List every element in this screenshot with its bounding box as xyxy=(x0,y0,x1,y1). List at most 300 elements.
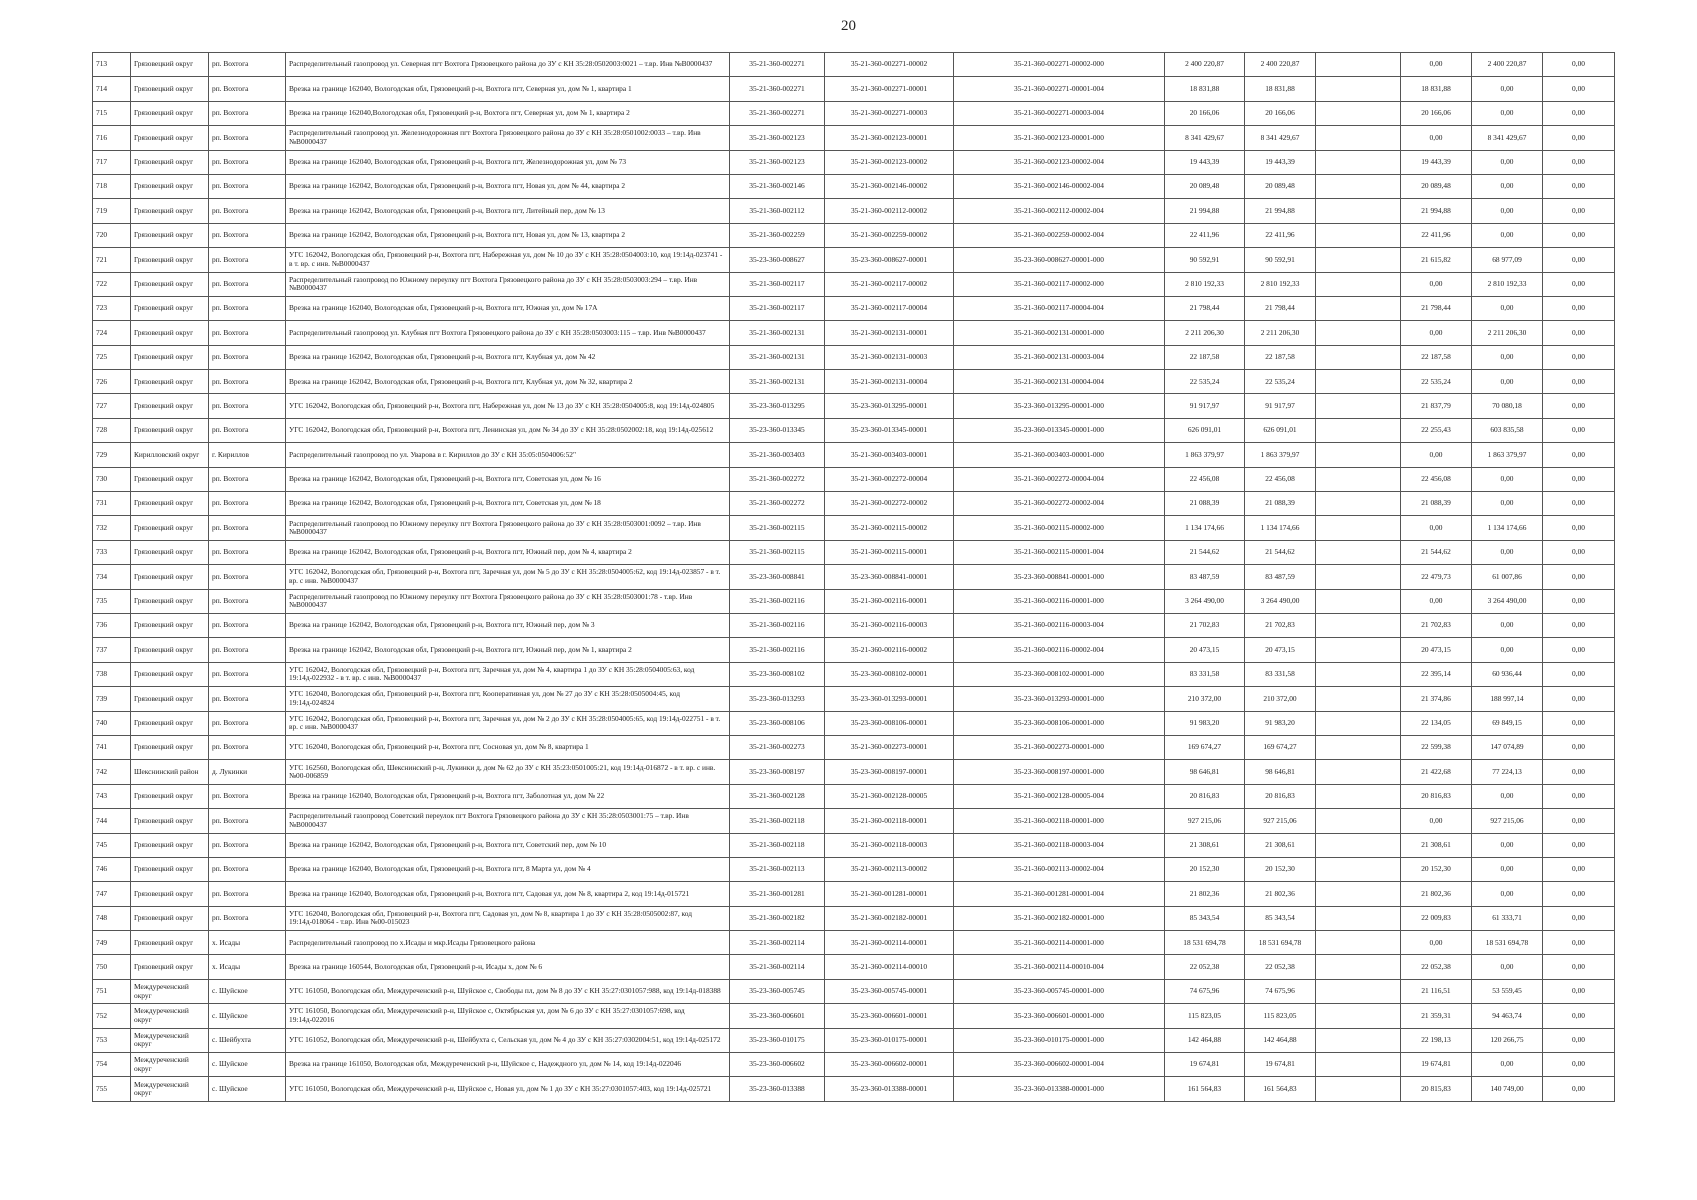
cell-object-description: Врезка на границе 162040, Вологодская обл, Грязовецкий р-н, Вохтога пгт, Южная ул, дом № 17А xyxy=(286,296,730,320)
cell-element-code: 35-21-360-003403-00001-000 xyxy=(954,443,1165,467)
cell-settlement: с. Шуйское xyxy=(209,1053,286,1077)
cell-blank-cell xyxy=(1316,199,1401,223)
cell-element-code: 35-21-360-002259-00002-004 xyxy=(954,223,1165,247)
cell-other-cost: 0,00 xyxy=(1543,126,1615,150)
cell-inventory-code: 35-21-360-002271 xyxy=(730,77,825,101)
cell-connection-cost: 22 198,13 xyxy=(1401,1028,1472,1052)
cell-inventory-code: 35-23-360-013295 xyxy=(730,394,825,418)
cell-district: Грязовецкий округ xyxy=(131,638,209,662)
cell-row-number: 741 xyxy=(93,735,131,759)
cell-other-cost: 0,00 xyxy=(1543,857,1615,881)
cell-total-cost: 626 091,01 xyxy=(1245,418,1316,442)
cell-connection-cost: 21 116,51 xyxy=(1401,979,1472,1003)
cell-settlement: рп. Вохтога xyxy=(209,784,286,808)
cell-object-description: УГС 162042, Вологодская обл, Грязовецкий р-н, Вохтога пгт, Набережная ул, дом № 13 до ЗУ с КН 35:28:0504005:8, код 19:14д-024805 xyxy=(286,394,730,418)
cell-element-code: 35-21-360-002272-00004-004 xyxy=(954,467,1165,491)
cell-total-cost: 20 089,48 xyxy=(1245,174,1316,198)
cell-connection-cost: 0,00 xyxy=(1401,53,1472,77)
cell-element-code: 35-23-360-008102-00001-000 xyxy=(954,662,1165,686)
cell-settlement: х. Исады xyxy=(209,955,286,979)
cell-object-description: Врезка на границе 162042, Вологодская обл, Грязовецкий р-н, Вохтога пгт, Советская ул, дом № 18 xyxy=(286,492,730,516)
cell-connection-cost: 0,00 xyxy=(1401,516,1472,540)
cell-settlement: рп. Вохтога xyxy=(209,809,286,833)
cell-initial-cost: 21 544,62 xyxy=(1165,540,1245,564)
cell-total-cost: 22 187,58 xyxy=(1245,345,1316,369)
cell-object-description: Врезка на границе 162042, Вологодская обл, Грязовецкий р-н, Вохтога пгт, Южный пер, дом № 4, квартира 2 xyxy=(286,540,730,564)
cell-blank-cell xyxy=(1316,150,1401,174)
table-row xyxy=(93,613,1615,637)
cell-element-code: 35-23-360-008841-00001-000 xyxy=(954,565,1165,589)
cell-district: Грязовецкий округ xyxy=(131,370,209,394)
cell-inventory-code: 35-21-360-002117 xyxy=(730,272,825,296)
cell-settlement: г. Кириллов xyxy=(209,443,286,467)
cell-inventory-code: 35-21-360-003403 xyxy=(730,443,825,467)
cell-other-cost: 0,00 xyxy=(1543,77,1615,101)
cell-district: Грязовецкий округ xyxy=(131,931,209,955)
cell-object-description: Врезка на границе 161050, Вологодская обл, Междуреченский р-н, Шуйское с, Надеждного ул, дом № 14, код 19:14д-022046 xyxy=(286,1053,730,1077)
cell-row-number: 728 xyxy=(93,418,131,442)
cell-network-cost: 0,00 xyxy=(1472,101,1543,125)
cell-element-code: 35-21-360-002131-00003-004 xyxy=(954,345,1165,369)
cell-row-number: 738 xyxy=(93,662,131,686)
cell-connection-cost: 22 456,08 xyxy=(1401,467,1472,491)
cell-element-code: 35-21-360-002114-00001-000 xyxy=(954,931,1165,955)
table-row xyxy=(93,248,1615,272)
cell-object-description: УГС 162560, Вологодская обл, Шекснинский р-н, Лукинки д, дом № 62 до ЗУ с КН 35:23:0501005:21, код 19:14д-016872 - в т. вр. с инв. №00-006859 xyxy=(286,760,730,784)
cell-network-cost: 69 849,15 xyxy=(1472,711,1543,735)
cell-connection-cost: 18 831,88 xyxy=(1401,77,1472,101)
cell-network-cost: 2 400 220,87 xyxy=(1472,53,1543,77)
cell-row-number: 754 xyxy=(93,1053,131,1077)
cell-settlement: рп. Вохтога xyxy=(209,833,286,857)
cell-settlement: рп. Вохтога xyxy=(209,272,286,296)
cell-connection-cost: 21 837,79 xyxy=(1401,394,1472,418)
cell-settlement: х. Исады xyxy=(209,931,286,955)
cell-district: Грязовецкий округ xyxy=(131,687,209,711)
cell-initial-cost: 626 091,01 xyxy=(1165,418,1245,442)
cell-connection-cost: 22 009,83 xyxy=(1401,906,1472,930)
cell-element-code: 35-21-360-002271-00003-004 xyxy=(954,101,1165,125)
cell-blank-cell xyxy=(1316,882,1401,906)
cell-object-code: 35-21-360-002146-00002 xyxy=(825,174,954,198)
cell-blank-cell xyxy=(1316,418,1401,442)
cell-network-cost: 1 134 174,66 xyxy=(1472,516,1543,540)
table-row xyxy=(93,760,1615,784)
cell-object-description: Распределительный газопровод по х.Исады и мкр.Исады Грязовецкого района xyxy=(286,931,730,955)
cell-blank-cell xyxy=(1316,443,1401,467)
table-row xyxy=(93,1077,1615,1101)
cell-network-cost: 0,00 xyxy=(1472,955,1543,979)
cell-district: Грязовецкий округ xyxy=(131,833,209,857)
cell-element-code: 35-21-360-002118-00001-000 xyxy=(954,809,1165,833)
cell-row-number: 737 xyxy=(93,638,131,662)
cell-initial-cost: 21 798,44 xyxy=(1165,296,1245,320)
cell-settlement: рп. Вохтога xyxy=(209,687,286,711)
cell-initial-cost: 20 166,06 xyxy=(1165,101,1245,125)
table-row xyxy=(93,882,1615,906)
cell-row-number: 734 xyxy=(93,565,131,589)
cell-row-number: 751 xyxy=(93,979,131,1003)
table-row xyxy=(93,857,1615,881)
cell-district: Грязовецкий округ xyxy=(131,882,209,906)
cell-total-cost: 3 264 490,00 xyxy=(1245,589,1316,613)
cell-element-code: 35-21-360-002273-00001-000 xyxy=(954,735,1165,759)
cell-element-code: 35-21-360-002113-00002-004 xyxy=(954,857,1165,881)
table-row xyxy=(93,662,1615,686)
table-row xyxy=(93,394,1615,418)
cell-object-description: Врезка на границе 162042, Вологодская обл, Грязовецкий р-н, Вохтога пгт, Южный пер, дом № 3 xyxy=(286,613,730,637)
cell-object-description: УГС 162042, Вологодская обл, Грязовецкий р-н, Вохтога пгт, Заречная ул, дом № 4, квартира 1 до ЗУ с КН 35:28:0504005:63, код 19:14д-022932 - в т. вр. с инв. №В0000437 xyxy=(286,662,730,686)
cell-settlement: рп. Вохтога xyxy=(209,248,286,272)
cell-row-number: 713 xyxy=(93,53,131,77)
cell-other-cost: 0,00 xyxy=(1543,174,1615,198)
cell-total-cost: 21 702,83 xyxy=(1245,613,1316,637)
cell-connection-cost: 0,00 xyxy=(1401,321,1472,345)
table-row xyxy=(93,711,1615,735)
cell-settlement: рп. Вохтога xyxy=(209,345,286,369)
cell-initial-cost: 2 810 192,33 xyxy=(1165,272,1245,296)
cell-blank-cell xyxy=(1316,784,1401,808)
cell-object-code: 35-21-360-002128-00005 xyxy=(825,784,954,808)
cell-total-cost: 20 152,30 xyxy=(1245,857,1316,881)
cell-network-cost: 147 074,89 xyxy=(1472,735,1543,759)
cell-object-code: 35-23-360-008627-00001 xyxy=(825,248,954,272)
cell-total-cost: 18 531 694,78 xyxy=(1245,931,1316,955)
cell-total-cost: 83 487,59 xyxy=(1245,565,1316,589)
cell-network-cost: 77 224,13 xyxy=(1472,760,1543,784)
cell-network-cost: 68 977,09 xyxy=(1472,248,1543,272)
cell-connection-cost: 19 674,81 xyxy=(1401,1053,1472,1077)
cell-initial-cost: 20 152,30 xyxy=(1165,857,1245,881)
cell-element-code: 35-21-360-002118-00003-004 xyxy=(954,833,1165,857)
cell-object-code: 35-23-360-013345-00001 xyxy=(825,418,954,442)
table-row xyxy=(93,101,1615,125)
cell-object-code: 35-21-360-002113-00002 xyxy=(825,857,954,881)
cell-blank-cell xyxy=(1316,345,1401,369)
cell-object-description: Врезка на границе 162042, Вологодская обл, Грязовецкий р-н, Вохтога пгт, Литейный пер, дом № 13 xyxy=(286,199,730,223)
cell-initial-cost: 22 187,58 xyxy=(1165,345,1245,369)
cell-object-description: УГС 161050, Вологодская обл, Междуреченский р-н, Шуйское с, Новая ул, дом № 1 до ЗУ с КН 35:27:0301057:403, код 19:14д-025721 xyxy=(286,1077,730,1101)
table-row xyxy=(93,53,1615,77)
cell-district: Грязовецкий округ xyxy=(131,540,209,564)
cell-object-code: 35-21-360-002273-00001 xyxy=(825,735,954,759)
cell-initial-cost: 20 473,15 xyxy=(1165,638,1245,662)
cell-element-code: 35-23-360-013293-00001-000 xyxy=(954,687,1165,711)
cell-network-cost: 1 863 379,97 xyxy=(1472,443,1543,467)
cell-initial-cost: 98 646,81 xyxy=(1165,760,1245,784)
cell-total-cost: 21 088,39 xyxy=(1245,492,1316,516)
cell-settlement: с. Шуйское xyxy=(209,1077,286,1101)
cell-blank-cell xyxy=(1316,955,1401,979)
cell-connection-cost: 21 422,68 xyxy=(1401,760,1472,784)
cell-inventory-code: 35-21-360-002272 xyxy=(730,492,825,516)
cell-element-code: 35-21-360-002182-00001-000 xyxy=(954,906,1165,930)
cell-inventory-code: 35-21-360-002271 xyxy=(730,101,825,125)
cell-connection-cost: 21 802,36 xyxy=(1401,882,1472,906)
cell-inventory-code: 35-21-360-002117 xyxy=(730,296,825,320)
cell-object-description: Врезка на границе 162042, Вологодская обл, Грязовецкий р-н, Вохтога пгт, Южный пер, дом № 1, квартира 2 xyxy=(286,638,730,662)
cell-settlement: рп. Вохтога xyxy=(209,418,286,442)
cell-blank-cell xyxy=(1316,613,1401,637)
cell-object-description: Врезка на границе 162040, Вологодская обл, Грязовецкий р-н, Вохтога пгт, 8 Марта ул, дом № 4 xyxy=(286,857,730,881)
cell-network-cost: 0,00 xyxy=(1472,296,1543,320)
cell-other-cost: 0,00 xyxy=(1543,882,1615,906)
cell-district: Грязовецкий округ xyxy=(131,345,209,369)
cell-initial-cost: 22 411,96 xyxy=(1165,223,1245,247)
cell-settlement: рп. Вохтога xyxy=(209,126,286,150)
cell-object-description: Врезка на границе 162040, Вологодская обл, Грязовецкий р-н, Вохтога пгт, Заболотная ул, дом № 22 xyxy=(286,784,730,808)
cell-district: Грязовецкий округ xyxy=(131,101,209,125)
cell-total-cost: 19 443,39 xyxy=(1245,150,1316,174)
cell-blank-cell xyxy=(1316,760,1401,784)
cell-total-cost: 161 564,83 xyxy=(1245,1077,1316,1101)
cell-other-cost: 0,00 xyxy=(1543,613,1615,637)
table-row xyxy=(93,492,1615,516)
cell-blank-cell xyxy=(1316,370,1401,394)
cell-settlement: с. Шуйское xyxy=(209,979,286,1003)
cell-object-description: Врезка на границе 162042, Вологодская обл, Грязовецкий р-н, Вохтога пгт, Клубная ул, дом № 32, квартира 2 xyxy=(286,370,730,394)
cell-network-cost: 94 463,74 xyxy=(1472,1004,1543,1028)
cell-inventory-code: 35-23-360-013388 xyxy=(730,1077,825,1101)
cell-district: Грязовецкий округ xyxy=(131,857,209,881)
cell-network-cost: 0,00 xyxy=(1472,345,1543,369)
cell-object-code: 35-23-360-008197-00001 xyxy=(825,760,954,784)
cell-element-code: 35-21-360-002131-00001-000 xyxy=(954,321,1165,345)
cell-total-cost: 20 166,06 xyxy=(1245,101,1316,125)
cell-total-cost: 2 400 220,87 xyxy=(1245,53,1316,77)
cell-connection-cost: 20 166,06 xyxy=(1401,101,1472,125)
cell-total-cost: 210 372,00 xyxy=(1245,687,1316,711)
cell-object-description: Распределительный газопровод Советский переулок пгт Вохтога Грязовецкого района до ЗУ с КН 35:28:0503001:75 – т.вр. Инв №В0000437 xyxy=(286,809,730,833)
table-row xyxy=(93,589,1615,613)
cell-object-code: 35-23-360-005745-00001 xyxy=(825,979,954,1003)
cell-blank-cell xyxy=(1316,735,1401,759)
cell-other-cost: 0,00 xyxy=(1543,516,1615,540)
cell-settlement: рп. Вохтога xyxy=(209,77,286,101)
cell-other-cost: 0,00 xyxy=(1543,540,1615,564)
cell-settlement: рп. Вохтога xyxy=(209,906,286,930)
table-row xyxy=(93,516,1615,540)
cell-settlement: рп. Вохтога xyxy=(209,735,286,759)
cell-blank-cell xyxy=(1316,492,1401,516)
cell-total-cost: 21 798,44 xyxy=(1245,296,1316,320)
cell-object-description: Распределительный газопровод по Южному переулку пгт Вохтога Грязовецкого района до ЗУ с КН 35:28:0503003:294 – т.вр. Инв №В0000437 xyxy=(286,272,730,296)
cell-connection-cost: 22 535,24 xyxy=(1401,370,1472,394)
cell-total-cost: 22 052,38 xyxy=(1245,955,1316,979)
cell-total-cost: 18 831,88 xyxy=(1245,77,1316,101)
cell-settlement: рп. Вохтога xyxy=(209,711,286,735)
cell-object-description: Врезка на границе 162040, Вологодская обл, Грязовецкий р-н, Вохтога пгт, Северная ул, дом № 1, квартира 1 xyxy=(286,77,730,101)
cell-object-code: 35-21-360-002114-00010 xyxy=(825,955,954,979)
cell-connection-cost: 0,00 xyxy=(1401,589,1472,613)
cell-row-number: 746 xyxy=(93,857,131,881)
cell-initial-cost: 3 264 490,00 xyxy=(1165,589,1245,613)
cell-total-cost: 22 535,24 xyxy=(1245,370,1316,394)
cell-object-code: 35-21-360-002131-00003 xyxy=(825,345,954,369)
cell-other-cost: 0,00 xyxy=(1543,443,1615,467)
cell-district: Грязовецкий округ xyxy=(131,394,209,418)
cell-network-cost: 3 264 490,00 xyxy=(1472,589,1543,613)
cell-element-code: 35-21-360-002114-00010-004 xyxy=(954,955,1165,979)
cell-settlement: рп. Вохтога xyxy=(209,53,286,77)
cell-network-cost: 61 007,86 xyxy=(1472,565,1543,589)
cell-network-cost: 0,00 xyxy=(1472,370,1543,394)
cell-network-cost: 140 749,00 xyxy=(1472,1077,1543,1101)
cell-initial-cost: 1 863 379,97 xyxy=(1165,443,1245,467)
cell-inventory-code: 35-21-360-002131 xyxy=(730,321,825,345)
cell-settlement: рп. Вохтога xyxy=(209,101,286,125)
cell-inventory-code: 35-23-360-006601 xyxy=(730,1004,825,1028)
cell-other-cost: 0,00 xyxy=(1543,492,1615,516)
cell-settlement: рп. Вохтога xyxy=(209,857,286,881)
cell-inventory-code: 35-23-360-008197 xyxy=(730,760,825,784)
cell-inventory-code: 35-21-360-002115 xyxy=(730,540,825,564)
cell-blank-cell xyxy=(1316,565,1401,589)
cell-blank-cell xyxy=(1316,662,1401,686)
cell-connection-cost: 0,00 xyxy=(1401,126,1472,150)
cell-district: Грязовецкий округ xyxy=(131,613,209,637)
cell-other-cost: 0,00 xyxy=(1543,394,1615,418)
cell-initial-cost: 2 211 206,30 xyxy=(1165,321,1245,345)
cell-blank-cell xyxy=(1316,394,1401,418)
table-row xyxy=(93,443,1615,467)
cell-total-cost: 1 134 174,66 xyxy=(1245,516,1316,540)
cell-object-code: 35-21-360-002117-00002 xyxy=(825,272,954,296)
cell-initial-cost: 1 134 174,66 xyxy=(1165,516,1245,540)
cell-other-cost: 0,00 xyxy=(1543,931,1615,955)
cell-inventory-code: 35-21-360-002273 xyxy=(730,735,825,759)
cell-inventory-code: 35-21-360-002146 xyxy=(730,174,825,198)
cell-connection-cost: 0,00 xyxy=(1401,272,1472,296)
cell-inventory-code: 35-21-360-002116 xyxy=(730,638,825,662)
cell-object-code: 35-21-360-002118-00003 xyxy=(825,833,954,857)
cell-district: Грязовецкий округ xyxy=(131,248,209,272)
cell-blank-cell xyxy=(1316,711,1401,735)
cell-district: Грязовецкий округ xyxy=(131,77,209,101)
cell-network-cost: 2 211 206,30 xyxy=(1472,321,1543,345)
cell-blank-cell xyxy=(1316,833,1401,857)
cell-total-cost: 74 675,96 xyxy=(1245,979,1316,1003)
cell-row-number: 719 xyxy=(93,199,131,223)
table-row xyxy=(93,931,1615,955)
cell-district: Грязовецкий округ xyxy=(131,321,209,345)
cell-district: Грязовецкий округ xyxy=(131,784,209,808)
cell-initial-cost: 21 088,39 xyxy=(1165,492,1245,516)
cell-other-cost: 0,00 xyxy=(1543,1004,1615,1028)
cell-object-code: 35-23-360-008841-00001 xyxy=(825,565,954,589)
cell-inventory-code: 35-23-360-008106 xyxy=(730,711,825,735)
cell-total-cost: 21 308,61 xyxy=(1245,833,1316,857)
cell-other-cost: 0,00 xyxy=(1543,248,1615,272)
cell-inventory-code: 35-23-360-008102 xyxy=(730,662,825,686)
cell-network-cost: 70 080,18 xyxy=(1472,394,1543,418)
cell-district: Грязовецкий округ xyxy=(131,150,209,174)
table-row xyxy=(93,418,1615,442)
cell-inventory-code: 35-21-360-002131 xyxy=(730,345,825,369)
cell-other-cost: 0,00 xyxy=(1543,687,1615,711)
cell-connection-cost: 20 152,30 xyxy=(1401,857,1472,881)
cell-object-code: 35-21-360-002115-00001 xyxy=(825,540,954,564)
cell-object-code: 35-21-360-002182-00001 xyxy=(825,906,954,930)
cell-object-code: 35-23-360-006601-00001 xyxy=(825,1004,954,1028)
cell-total-cost: 19 674,81 xyxy=(1245,1053,1316,1077)
cell-row-number: 745 xyxy=(93,833,131,857)
cell-initial-cost: 161 564,83 xyxy=(1165,1077,1245,1101)
table-row xyxy=(93,321,1615,345)
cell-element-code: 35-23-360-008106-00001-000 xyxy=(954,711,1165,735)
cell-row-number: 717 xyxy=(93,150,131,174)
cell-inventory-code: 35-21-360-002123 xyxy=(730,150,825,174)
cell-inventory-code: 35-21-360-002113 xyxy=(730,857,825,881)
cell-settlement: рп. Вохтога xyxy=(209,589,286,613)
cell-initial-cost: 18 531 694,78 xyxy=(1165,931,1245,955)
cell-network-cost: 0,00 xyxy=(1472,174,1543,198)
cell-district: Кирилловский округ xyxy=(131,443,209,467)
cell-network-cost: 188 997,14 xyxy=(1472,687,1543,711)
cell-district: Грязовецкий округ xyxy=(131,53,209,77)
cell-total-cost: 1 863 379,97 xyxy=(1245,443,1316,467)
cell-object-code: 35-23-360-006602-00001 xyxy=(825,1053,954,1077)
cell-total-cost: 927 215,06 xyxy=(1245,809,1316,833)
cell-district: Грязовецкий округ xyxy=(131,126,209,150)
cell-settlement: рп. Вохтога xyxy=(209,223,286,247)
cell-settlement: рп. Вохтога xyxy=(209,150,286,174)
cell-connection-cost: 0,00 xyxy=(1401,809,1472,833)
cell-settlement: д. Лукинки xyxy=(209,760,286,784)
cell-element-code: 35-21-360-002131-00004-004 xyxy=(954,370,1165,394)
cell-network-cost: 0,00 xyxy=(1472,833,1543,857)
cell-settlement: рп. Вохтога xyxy=(209,199,286,223)
cell-other-cost: 0,00 xyxy=(1543,833,1615,857)
cell-network-cost: 0,00 xyxy=(1472,467,1543,491)
cell-district: Грязовецкий округ xyxy=(131,296,209,320)
cell-blank-cell xyxy=(1316,906,1401,930)
cell-row-number: 729 xyxy=(93,443,131,467)
cell-connection-cost: 0,00 xyxy=(1401,443,1472,467)
cell-inventory-code: 35-23-360-010175 xyxy=(730,1028,825,1052)
cell-initial-cost: 85 343,54 xyxy=(1165,906,1245,930)
cell-inventory-code: 35-21-360-002115 xyxy=(730,516,825,540)
cell-other-cost: 0,00 xyxy=(1543,955,1615,979)
cell-total-cost: 90 592,91 xyxy=(1245,248,1316,272)
cell-row-number: 715 xyxy=(93,101,131,125)
cell-inventory-code: 35-21-360-002272 xyxy=(730,467,825,491)
cell-element-code: 35-21-360-002116-00001-000 xyxy=(954,589,1165,613)
cell-settlement: рп. Вохтога xyxy=(209,540,286,564)
cell-connection-cost: 21 088,39 xyxy=(1401,492,1472,516)
cell-district: Грязовецкий округ xyxy=(131,223,209,247)
cell-initial-cost: 21 802,36 xyxy=(1165,882,1245,906)
table-row xyxy=(93,199,1615,223)
table-row xyxy=(93,272,1615,296)
cell-settlement: рп. Вохтога xyxy=(209,565,286,589)
cell-object-code: 35-23-360-008102-00001 xyxy=(825,662,954,686)
cell-object-description: Врезка на границе 162040, Вологодская обл, Грязовецкий р-н, Вохтога пгт, Садовая ул, дом № 8, квартира 2, код 19:14д-015721 xyxy=(286,882,730,906)
cell-settlement: рп. Вохтога xyxy=(209,638,286,662)
cell-object-description: УГС 162042, Вологодская обл, Грязовецкий р-н, Вохтога пгт, Ленинская ул, дом № 34 до ЗУ с КН 35:28:0502002:18, код 19:14д-025612 xyxy=(286,418,730,442)
cell-district: Междуреченский округ xyxy=(131,979,209,1003)
cell-object-description: Врезка на границе 162040,Вологодская обл, Грязовецкий р-н, Вохтога пгт, Северная ул, дом № 1, квартира 2 xyxy=(286,101,730,125)
cell-total-cost: 91 983,20 xyxy=(1245,711,1316,735)
cell-object-description: Врезка на границе 162042, Вологодская обл, Грязовецкий р-н, Вохтога пгт, Советский пер, дом № 10 xyxy=(286,833,730,857)
cell-object-code: 35-21-360-002131-00001 xyxy=(825,321,954,345)
cell-other-cost: 0,00 xyxy=(1543,199,1615,223)
cell-settlement: рп. Вохтога xyxy=(209,662,286,686)
cell-connection-cost: 20 815,83 xyxy=(1401,1077,1472,1101)
cell-network-cost: 927 215,06 xyxy=(1472,809,1543,833)
cell-connection-cost: 20 473,15 xyxy=(1401,638,1472,662)
cell-other-cost: 0,00 xyxy=(1543,565,1615,589)
